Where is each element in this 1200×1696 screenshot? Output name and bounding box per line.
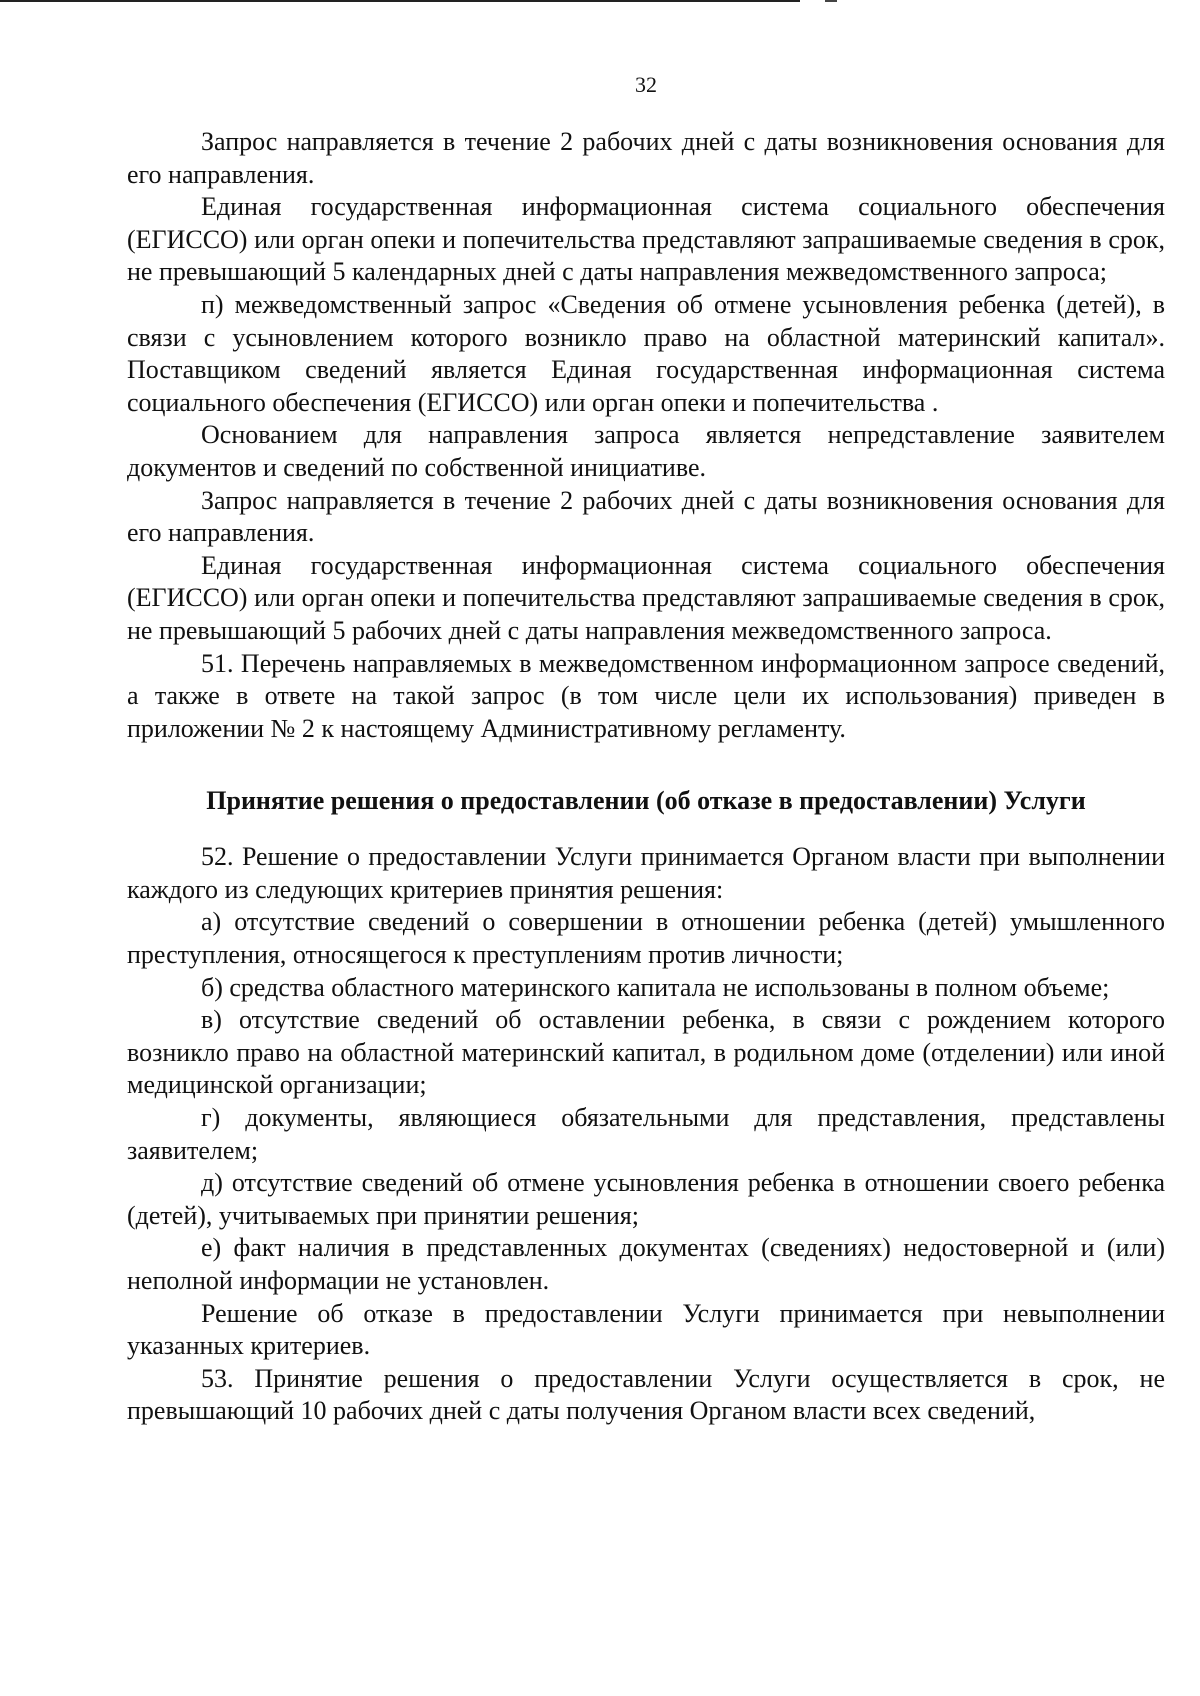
- paragraph: Запрос направляется в течение 2 рабочих дней с даты возникновения основания для его направления.: [127, 127, 1165, 189]
- criterion-item: а) отсутствие сведений о совершении в отношении ребенка (детей) умышленного преступления, относящегося к преступлениям против личности;: [127, 907, 1165, 970]
- paragraph: Единая государственная информационная система социального обеспечения (ЕГИССО) или орган опеки и попечительства представляют запрашиваемые сведения в срок, не превышающий 5 календарных дней с даты направления межведомственного запроса;: [127, 192, 1165, 287]
- paragraph: Единая государственная информационная система социального обеспечения (ЕГИССО) или орган опеки и попечительства представляют запрашиваемые сведения в срок, не превышающий 5 рабочих дней с даты направления межведомственного запроса.: [127, 550, 1165, 645]
- criterion-item: д) отсутствие сведений об отмене усыновления ребенка в отношении своего ребенка (детей), учитываемых при принятии решения;: [127, 1168, 1165, 1230]
- criterion-item: в) отсутствие сведений об оставлении ребенка, в связи с рождением которого возникло право на областной материнский капитал, в родильном доме (отделении) или иной медицинской организации;: [127, 1005, 1165, 1100]
- paragraph: п) межведомственный запрос «Сведения об отмене усыновления ребенка (детей), в связи с усыновлением которого возникло право на областной материнский капитал». Поставщиком сведений является Единая государственная информационная система социального обеспечения (ЕГИССО) или орган опеки и попечительства .: [127, 289, 1165, 417]
- criterion-item: е) факт наличия в представленных документах (сведениях) недостоверной и (или) неполной информации не установлен.: [127, 1233, 1165, 1295]
- scan-top-edge-mark: [825, 0, 837, 2]
- criterion-item: г) документы, являющиеся обязательными для представления, представлены заявителем;: [127, 1103, 1165, 1165]
- criterion-item: б) средства областного материнского капитала не использованы в полном объеме;: [201, 972, 1110, 1002]
- paragraph: Решение об отказе в предоставлении Услуги принимается при невыполнении указанных критериев.: [127, 1298, 1165, 1361]
- paragraph: Основанием для направления запроса является непредставление заявителем документов и сведений по собственной инициативе.: [127, 420, 1165, 482]
- page-number: 32: [635, 72, 657, 97]
- section-heading: Принятие решения о предоставлении (об отказе в предоставлении) Услуги: [206, 786, 1086, 816]
- scan-top-edge-line: [0, 0, 800, 2]
- paragraph: 53. Принятие решения о предоставлении Услуги осуществляется в срок, не превышающий 10 рабочих дней с даты получения Органом власти всех сведений,: [127, 1363, 1165, 1426]
- paragraph: 51. Перечень направляемых в межведомственном информационном запросе сведений, а также в ответе на такой запрос (в том числе цели их использования) приведен в приложении № 2 к настоящему Административному регламенту.: [127, 648, 1165, 743]
- body-text-before: [127, 126, 1165, 745]
- paragraph: Запрос направляется в течение 2 рабочих дней с даты возникновения основания для его направления.: [127, 485, 1165, 548]
- body-text-after: [127, 841, 1165, 1428]
- paragraph: 52. Решение о предоставлении Услуги принимается Органом власти при выполнении каждого из следующих критериев принятия решения:: [127, 842, 1165, 904]
- document-page: [127, 62, 1165, 1428]
